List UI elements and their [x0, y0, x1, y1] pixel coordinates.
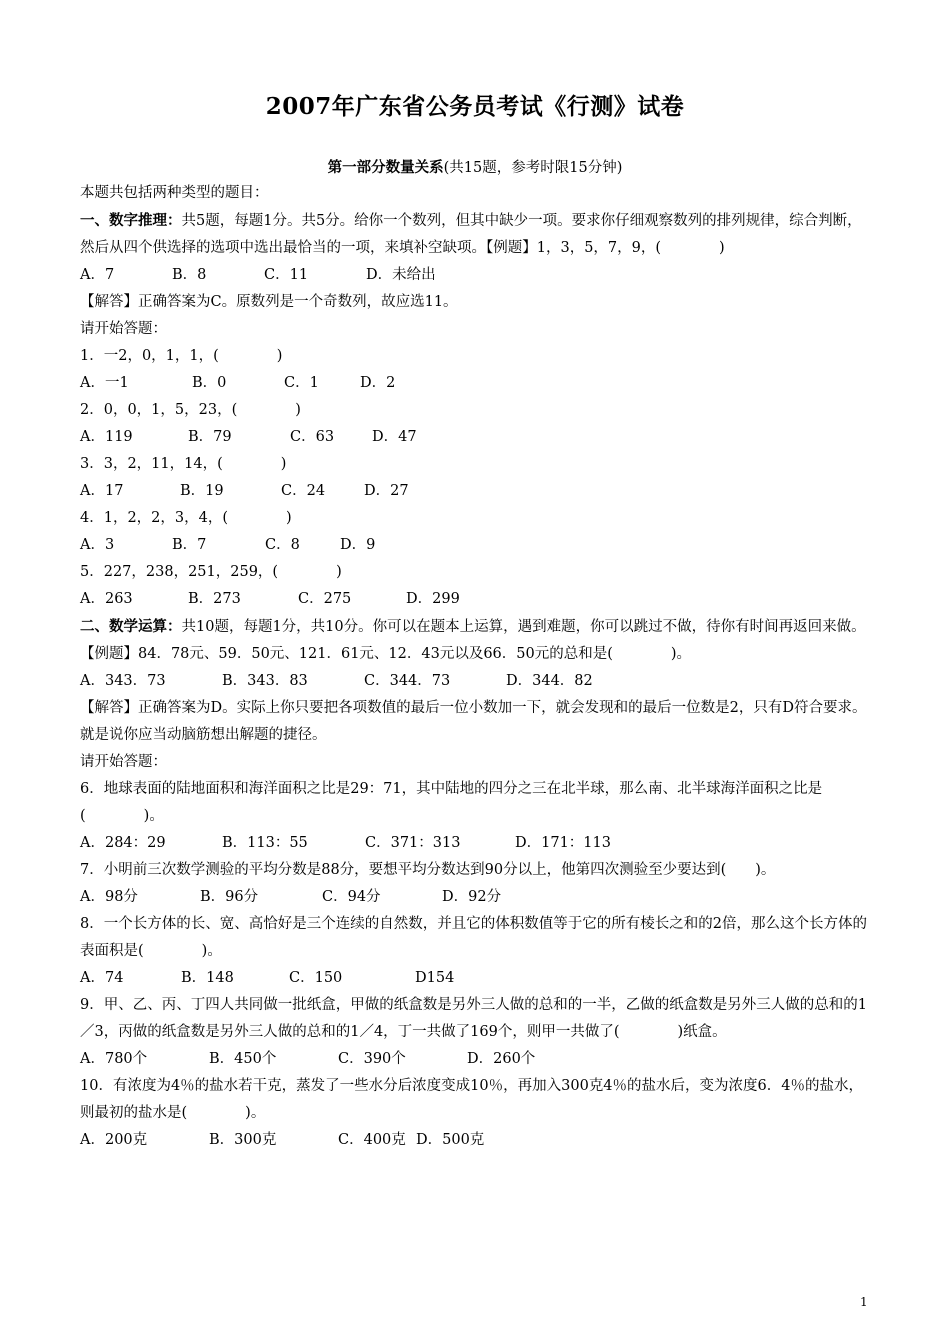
section1-start: 请开始答题： [80, 321, 167, 337]
option: A．119 [80, 429, 133, 445]
section2-text: 共10题，每题1分，共10分。你可以在题本上运算，遇到难题，你可以跳过不做，待你有时间再返回来做。 [181, 619, 866, 635]
option: D154 [415, 970, 455, 986]
example1-answer: 【解答】正确答案为C。原数列是一个奇数列，故应选11。 [80, 294, 458, 310]
question-4-stem: 4．1，2，2，3，4，( ) [80, 510, 292, 526]
option: C．8 [265, 537, 300, 553]
page-title: 2007年广东省公务员考试《行测》试卷 [265, 93, 685, 120]
option: D．9 [340, 537, 376, 553]
example2-stem: 【例题】84．78元、59．50元、121．61元、12．43元以及66．50元的总和是( )。 [80, 646, 692, 662]
option: C．63 [290, 429, 335, 445]
part-heading-bold: 第一部分数量关系 [327, 159, 444, 176]
section1-description [80, 207, 870, 262]
part-heading [0, 156, 950, 177]
option: C．11 [264, 267, 309, 283]
option: D．344．82 [506, 673, 593, 689]
part-heading-rest: (共15题，参考时限15分钟) [443, 160, 623, 176]
option: D．92分 [442, 889, 502, 905]
section2-description [80, 613, 870, 641]
option: C．150 [289, 970, 343, 986]
section1-label: 一、数字推理： [80, 212, 182, 229]
option: B．148 [181, 970, 234, 986]
question-5-options [80, 586, 880, 613]
question-3-options [80, 478, 880, 505]
question-10-options [80, 1127, 880, 1154]
question-2-stem: 2．0，0，1，5，23，( ) [80, 402, 301, 418]
question-9-stem: 9．甲、乙、丙、丁四人共同做一批纸盒，甲做的纸盒数是另外三人做的总和的一半，乙做的纸盒数是另外三人做的总和的1／3，丙做的纸盒数是另外三人做的总和的1／4，丁一共做了169个，则甲一共做了( )纸盒。 [80, 997, 867, 1040]
question-9-options [80, 1046, 880, 1073]
example1-options [80, 262, 880, 289]
section1-text: 共5题，每题1分。共5分。给你一个数列，但其中缺少一项。要求你仔细观察数列的排列规律，综合判断，然后从四个供选择的选项中选出最恰当的一项，来填补空缺项。【例题】1，3，5，7，9，( ) [80, 213, 862, 256]
option: A．74 [80, 970, 124, 986]
option: D．未给出 [366, 267, 436, 283]
option: B．19 [180, 483, 224, 499]
option: C．275 [298, 591, 352, 607]
option: C．390个 [338, 1051, 406, 1067]
option: C．94分 [322, 889, 381, 905]
question-7-stem: 7．小明前三次数学测验的平均分数是88分，要想平均分数达到90分以上，他第四次测验至少要达到( )。 [80, 862, 776, 878]
option: B．113：55 [222, 835, 308, 851]
question-1-stem: 1．一2，0，1，1，( ) [80, 348, 283, 364]
option: A．一1 [80, 375, 129, 391]
option: C．1 [284, 375, 319, 391]
option: A．284：29 [80, 835, 166, 851]
option: D．27 [364, 483, 409, 499]
section2-start: 请开始答题： [80, 754, 167, 770]
example2-answer: 【解答】正确答案为D。实际上你只要把各项数值的最后一位小数加一下，就会发现和的最后一位数是2，只有D符合要求。就是说你应当动脑筋想出解题的捷径。 [80, 700, 867, 743]
example2-options [80, 668, 880, 695]
question-7-options [80, 884, 880, 911]
question-2-options [80, 424, 880, 451]
option: A．200克 [80, 1132, 148, 1148]
page-number: 1 [860, 1295, 868, 1309]
option: A．98分 [80, 889, 138, 905]
option: B．7 [172, 537, 207, 553]
question-6-stem: 6．地球表面的陆地面积和海洋面积之比是29：71，其中陆地的四分之三在北半球，那么南、北半球海洋面积之比是( )。 [80, 781, 823, 824]
option: B．300克 [209, 1132, 277, 1148]
option: D．47 [372, 429, 417, 445]
question-6-options [80, 830, 880, 857]
option: B．8 [172, 267, 207, 283]
intro-text: 本题共包括两种类型的题目： [80, 185, 269, 201]
option: C．24 [281, 483, 326, 499]
option: D．500克 [416, 1132, 485, 1148]
option: B．96分 [200, 889, 259, 905]
option: A．17 [80, 483, 124, 499]
option: A．3 [80, 537, 115, 553]
question-3-stem: 3．3，2，11，14，( ) [80, 456, 287, 472]
option: D．171：113 [515, 835, 611, 851]
section2-label: 二、数学运算： [80, 618, 182, 635]
option: C．400克 [338, 1132, 406, 1148]
question-10-stem: 10．有浓度为4％的盐水若干克，蒸发了一些水分后浓度变成10％，再加入300克4％的盐水后，变为浓度6．4％的盐水，则最初的盐水是( )。 [80, 1078, 863, 1121]
option: A．263 [80, 591, 133, 607]
question-4-options [80, 532, 880, 559]
option: B．79 [188, 429, 232, 445]
option: B．450个 [209, 1051, 277, 1067]
question-8-stem: 8．一个长方体的长、宽、高恰好是三个连续的自然数，并且它的体积数值等于它的所有棱长之和的2倍，那么这个长方体的表面积是( )。 [80, 916, 867, 959]
option: A．7 [80, 267, 115, 283]
option: C．371：313 [365, 835, 461, 851]
option: B．0 [192, 375, 227, 391]
option: D．2 [360, 375, 396, 391]
option: A．780个 [80, 1051, 148, 1067]
question-5-stem: 5．227，238，251，259，( ) [80, 564, 342, 580]
option: D．260个 [467, 1051, 536, 1067]
option: A．343．73 [80, 673, 166, 689]
option: C．344．73 [364, 673, 451, 689]
question-1-options [80, 370, 880, 397]
option: B．343．83 [222, 673, 308, 689]
question-8-options [80, 965, 880, 992]
exam-content [80, 180, 880, 1154]
option: B．273 [188, 591, 241, 607]
option: D．299 [406, 591, 460, 607]
